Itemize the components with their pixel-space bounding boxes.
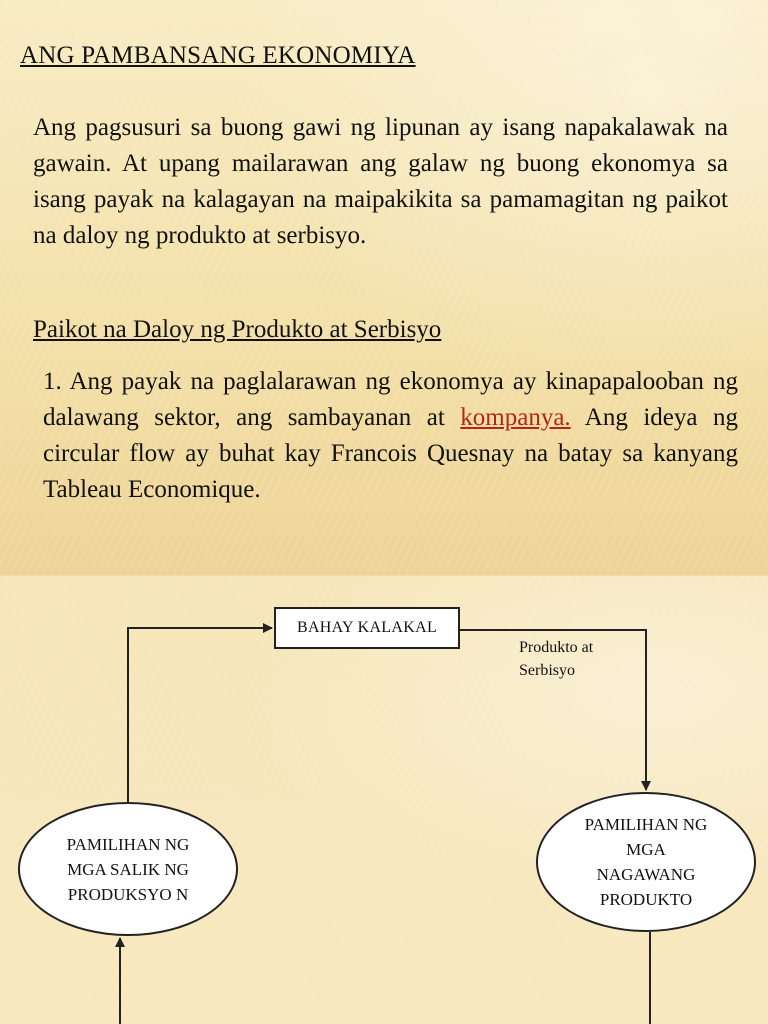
flow-label: Produkto at Serbisyo (519, 639, 594, 679)
factor-market-label: PAMILIHAN NG MGA SALIK NG PRODUKSYO N (66, 834, 190, 904)
item-text-after: Ang ideya ng circular flow ay buhat kay Francois Quesnay na batay sa kanyang Tableau Economique. (43, 404, 738, 503)
slide-title: ANG PAMBANSANG EKONOMIYA (20, 42, 416, 69)
product-market-ellipse (536, 792, 756, 932)
intro-paragraph: Ang pagsusuri sa buong gawi ng lipunan ay isang napakalawak na gawain. At upang mailarawan ang galaw ng buong ekonomya sa isang payak na kalagayan na maipakikita sa pamamagitan ng paikot na daloy ng produkto at serbisyo. (33, 114, 728, 249)
section-subtitle: Paikot na Daloy ng Produkto at Serbisyo (33, 316, 442, 343)
highlighted-term: kompanya. (460, 404, 571, 431)
item-text-before: 1. Ang payak na paglalarawan ng ekonomya ay kinapapalooban ng dalawang sektor, ang sambayanan at (43, 368, 738, 431)
product-market-label: PAMILIHAN NG MGA NAGAWANG PRODUKTO (584, 815, 708, 909)
factor-market-ellipse (18, 802, 238, 936)
numbered-item (43, 364, 738, 508)
bahay-kalakal-box: BAHAY KALAKAL (274, 607, 460, 649)
arrow-left-to-box (128, 628, 272, 802)
slide-two (0, 576, 768, 1024)
